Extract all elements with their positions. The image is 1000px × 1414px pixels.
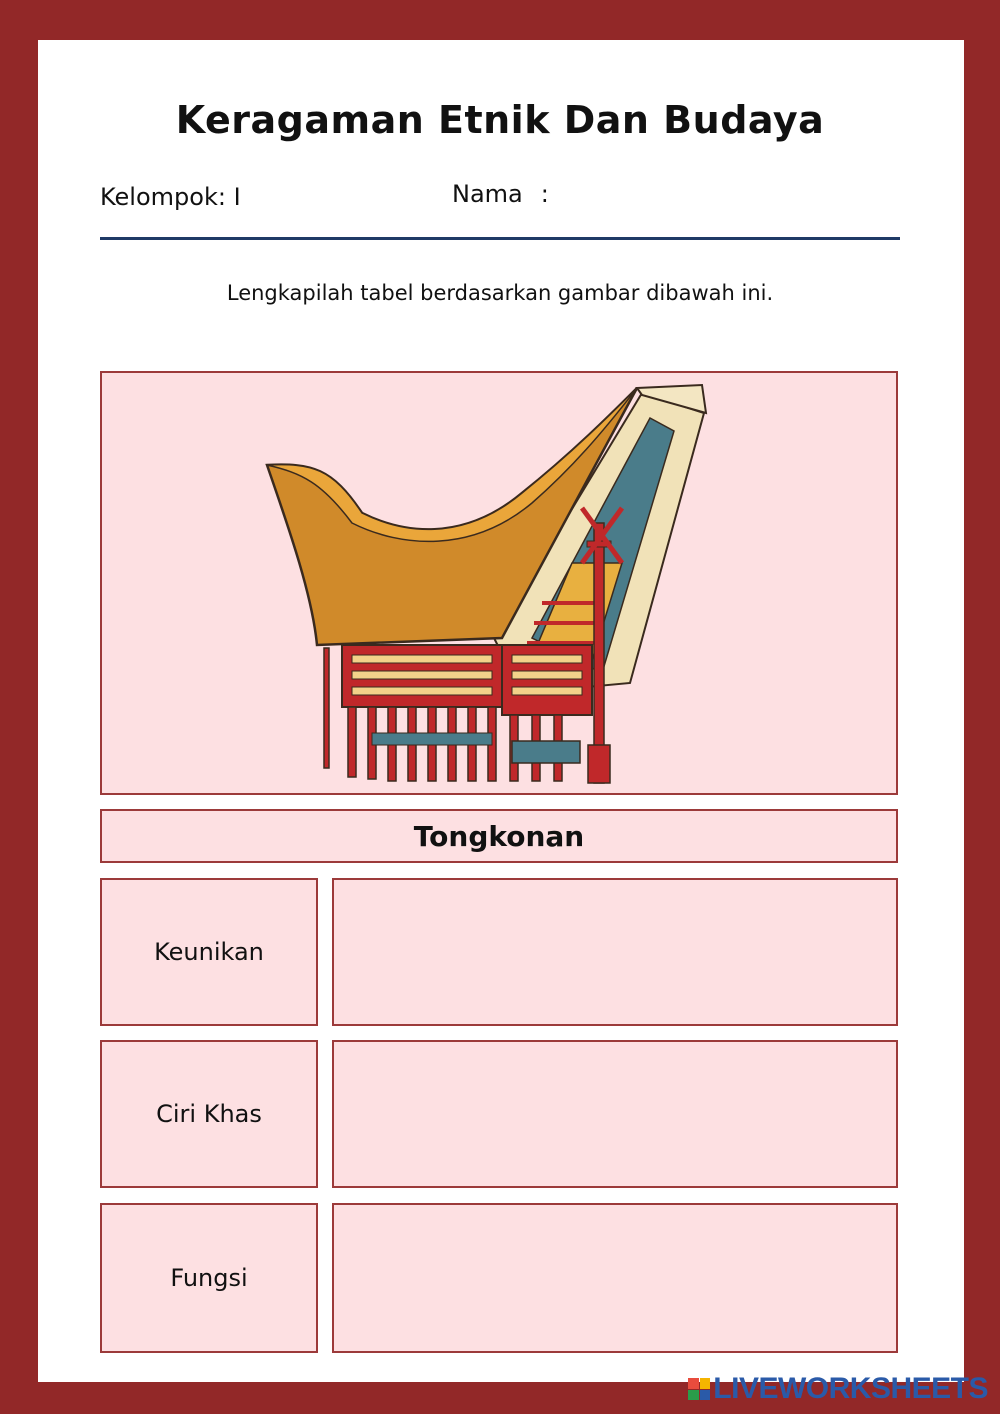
nama-field [452, 180, 549, 208]
answer-field-fungsi[interactable] [332, 1203, 898, 1353]
worksheet-title: Keragaman Etnik Dan Budaya [175, 98, 825, 142]
instruction-text: Lengkapilah tabel berdasarkan gambar dibawah ini. [226, 281, 774, 305]
nama-separator: : [540, 180, 549, 208]
liveworksheets-logo [688, 1378, 710, 1400]
nama-label: Nama [452, 180, 523, 208]
image-caption: Tongkonan [100, 809, 898, 863]
liveworksheets-watermark[interactable] [688, 1372, 988, 1406]
watermark-text: LIVEWORKSHEETS [713, 1372, 988, 1405]
header-divider [100, 237, 900, 240]
picture-frame [100, 371, 898, 795]
kelompok-label: Kelompok: I [100, 183, 241, 211]
answer-field-ciri-khas[interactable] [332, 1040, 898, 1188]
row-label-ciri-khas: Ciri Khas [100, 1040, 318, 1188]
row-label-keunikan: Keunikan [100, 878, 318, 1026]
answer-field-keunikan[interactable] [332, 878, 898, 1026]
row-label-fungsi: Fungsi [100, 1203, 318, 1353]
tongkonan-house-illustration [102, 373, 896, 793]
